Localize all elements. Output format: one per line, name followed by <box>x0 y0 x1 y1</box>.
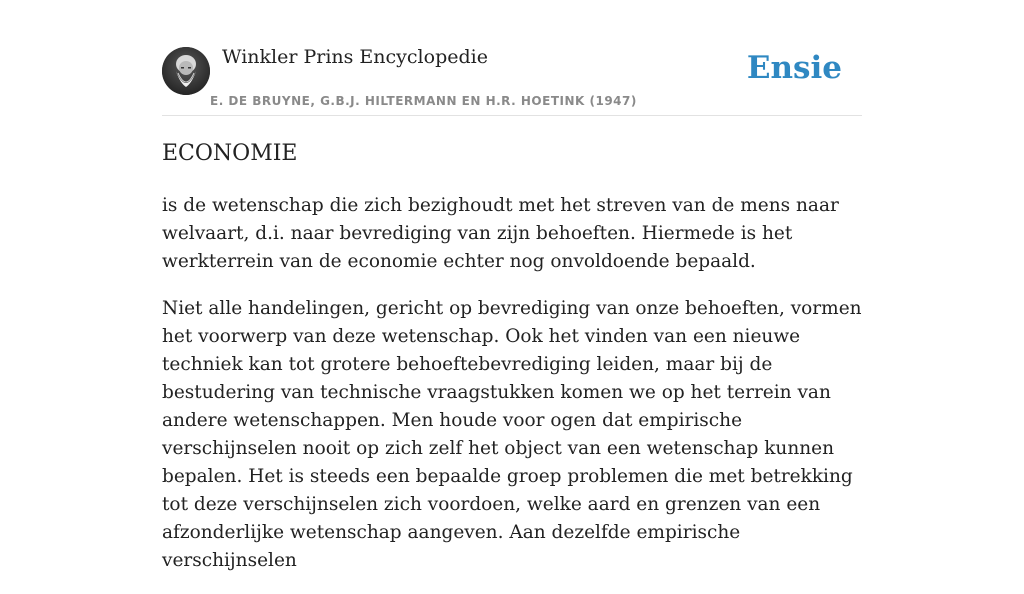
authors-byline: E. DE BRUYNE, G.B.J. HILTERMANN EN H.R. HOETINK (1947) <box>210 94 637 108</box>
article-paragraph: is de wetenschap die zich bezighoudt met het streven van de mens naar welvaart, d.i. naar bevrediging van zijn behoeften. Hiermede is het werkterrein van de economie echter nog onvoldoende bepaald. <box>162 195 839 272</box>
brand-logo[interactable]: Ensie <box>746 50 842 86</box>
article-paragraph: Niet alle handelingen, gericht op bevrediging van onze behoeften, vormen het voorwerp van deze wetenschap. Ook het vinden van een nieuwe techniek kan tot grotere behoeftebevrediging leiden, maar bij de bestudering van technische vraagstukken komen we op het terrein van andere wetenschappen. Men houde voor ogen dat empirische verschijnselen nooit op zich zelf het object van een wetenschap kunnen bepalen. Het is steeds een bepaalde groep problemen die met betrekking tot deze verschijnselen zich voordoen, welke aard en grenzen van een afzonderlijke wetenschap aangeven. Aan dezelfde empirische verschijnselen <box>162 298 862 571</box>
header <box>162 0 862 116</box>
bearded-man-portrait-icon <box>162 47 210 95</box>
article-title: ECONOMIE <box>162 141 298 166</box>
page <box>162 0 862 571</box>
article-body <box>162 192 862 594</box>
site-title[interactable]: Winkler Prins Encyclopedie <box>222 46 488 68</box>
avatar[interactable] <box>162 47 210 95</box>
